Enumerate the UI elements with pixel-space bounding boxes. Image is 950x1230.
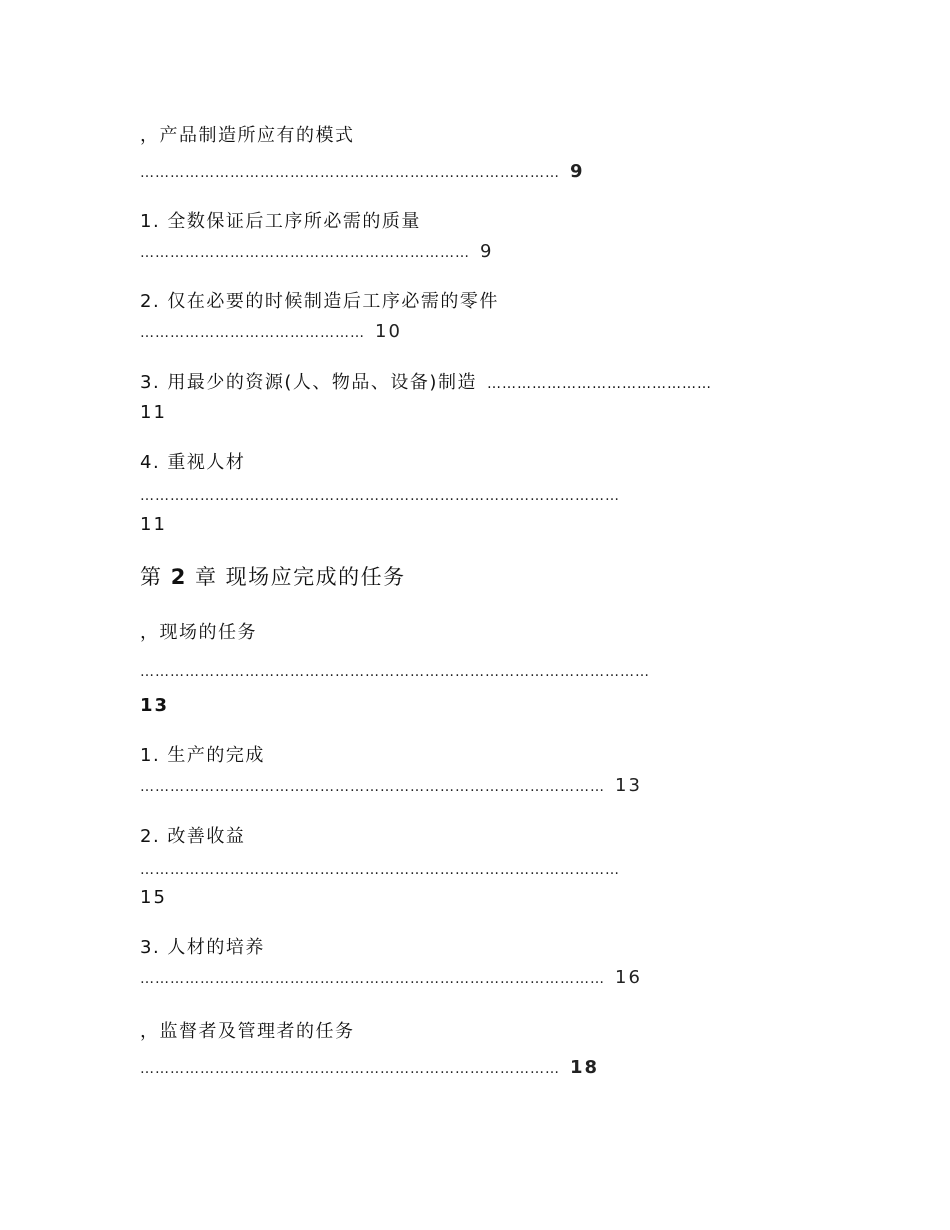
toc-leader-dots: ……………………………………………………………………………………: [140, 488, 620, 504]
toc-page-number[interactable]: 9: [480, 241, 494, 262]
toc-leader-row: [140, 162, 585, 183]
toc-page-number[interactable]: 16: [615, 967, 642, 988]
toc-leader-dots: …………………………………………………………………………………: [140, 971, 605, 987]
toc-leader-dots: …………………………………………………………: [140, 245, 470, 261]
toc-leader-dots: ……………………………………………………………………………………: [140, 862, 620, 878]
toc-leader-dots: …………………………………………………………………………………: [140, 779, 605, 795]
toc-entry-title[interactable]: 2. 仅在必要的时候制造后工序必需的零件: [140, 291, 499, 312]
toc-leader-dots: …………………………………………………………………………………………: [140, 664, 650, 680]
toc-entry-title[interactable]: ，监督者及管理者的任务: [140, 1021, 355, 1042]
chapter-prefix: 第: [140, 565, 163, 589]
toc-page-number[interactable]: 13: [615, 775, 642, 796]
chapter-number: 2: [170, 565, 187, 589]
chapter-title: 章 现场应完成的任务: [195, 565, 406, 589]
toc-page-number[interactable]: 9: [570, 161, 585, 182]
toc-leader-row: [140, 242, 493, 263]
toc-leader-row: [140, 776, 642, 797]
toc-leader-row: [140, 1058, 599, 1079]
toc-page-number[interactable]: 13: [140, 695, 170, 716]
toc-leader-row: [140, 322, 402, 343]
toc-entry-title-row: [140, 371, 712, 396]
toc-leader-dots: ………………………………………: [486, 376, 712, 392]
toc-leader-dots: …………………………………………………………………………: [140, 165, 560, 181]
toc-leader-row: [140, 968, 642, 989]
toc-page-number[interactable]: 10: [375, 321, 402, 342]
toc-page-number[interactable]: 11: [140, 514, 167, 535]
toc-page-number[interactable]: 18: [570, 1057, 600, 1078]
toc-page-number[interactable]: 11: [140, 402, 167, 423]
toc-page-number[interactable]: 15: [140, 887, 167, 908]
toc-entry-title[interactable]: 1. 生产的完成: [140, 745, 265, 766]
toc-entry-title[interactable]: ，现场的任务: [140, 622, 257, 643]
toc-entry-title[interactable]: 1. 全数保证后工序所必需的质量: [140, 211, 421, 232]
toc-leader-dots: ………………………………………: [140, 325, 365, 341]
toc-entry-title[interactable]: 4. 重视人材: [140, 452, 246, 473]
chapter-heading[interactable]: [140, 563, 406, 591]
toc-leader-dots: …………………………………………………………………………: [140, 1061, 560, 1077]
toc-entry-title[interactable]: 3. 用最少的资源(人、物品、设备)制造: [140, 372, 477, 393]
toc-entry-title[interactable]: 2. 改善收益: [140, 826, 246, 847]
toc-entry-title[interactable]: ，产品制造所应有的模式: [140, 125, 355, 146]
toc-entry-title[interactable]: 3. 人材的培养: [140, 937, 265, 958]
